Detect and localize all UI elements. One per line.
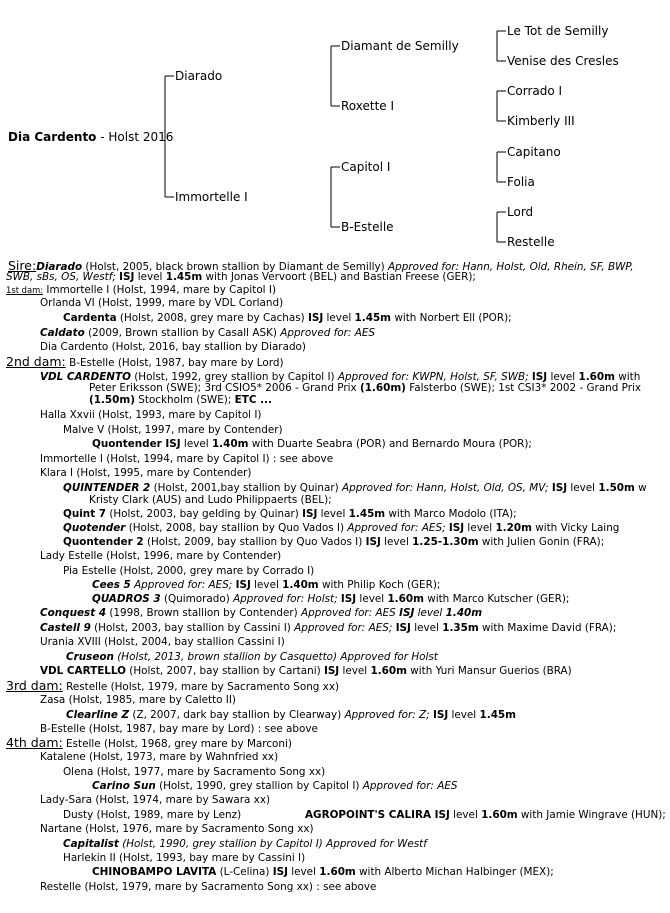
- pedigree-line: [40, 751, 278, 763]
- text-segment: Quint 7: [63, 508, 107, 520]
- tree-dam-sire: Capitol I: [341, 160, 391, 174]
- text-segment: ISJ: [235, 579, 251, 591]
- pedigree-line: [92, 438, 532, 450]
- text-segment: Cruseon: [66, 651, 114, 663]
- pedigree-line: [305, 809, 666, 821]
- pedigree-line: [63, 852, 305, 864]
- pedigree-line: [63, 508, 517, 520]
- text-segment: with Duarte Seabra (POR) and Bernardo Moura (POR);: [248, 438, 532, 450]
- pedigree-line: [40, 636, 285, 648]
- text-segment: Conquest 4: [40, 607, 107, 619]
- text-segment: ISJ: [399, 607, 415, 619]
- pedigree-line: [40, 607, 482, 619]
- text-segment: Quontender 2: [63, 536, 144, 548]
- text-segment: ISJ: [340, 593, 357, 605]
- text-segment: 1.35m: [442, 622, 479, 634]
- tree-gen3-4: Kimberly III: [507, 114, 575, 128]
- text-segment: Clearline Z: [66, 709, 130, 721]
- pedigree-line: [63, 766, 325, 778]
- text-segment: Approved for: AES: [280, 327, 375, 339]
- text-segment: level: [380, 536, 413, 548]
- tree-sire-sire: Diamant de Semilly: [341, 39, 459, 53]
- tree-gen3-6: Folia: [507, 175, 535, 189]
- tree-sire-dam: Roxette I: [341, 99, 395, 113]
- pedigree-line: [40, 409, 262, 421]
- text-segment: Pia Estelle (Holst, 2000, grey mare by Corrado I): [63, 565, 315, 577]
- text-segment: Katalene (Holst, 1973, mare by Wahnfried xx): [40, 751, 279, 763]
- text-segment: Kristy Clark (AUS) and Ludo Philippaerts (BEL);: [89, 494, 332, 506]
- text-segment: AGROPOINT'S CALIRA ISJ: [305, 809, 450, 821]
- text-segment: ISJ: [365, 536, 381, 548]
- dam-line-label: 4th dam:: [6, 735, 63, 750]
- text-segment: ISJ: [308, 312, 324, 324]
- dam-line-label: 2nd dam:: [6, 354, 66, 369]
- text-segment: Lady Estelle (Holst, 1996, mare by Contender): [40, 550, 282, 562]
- pedigree-line: [40, 794, 270, 806]
- text-segment: Restelle (Holst, 1979, mare by Sacramento Song xx): [62, 681, 340, 693]
- pedigree-line: [40, 665, 572, 677]
- text-segment: level: [134, 271, 166, 283]
- text-segment: ISJ: [272, 866, 288, 878]
- text-segment: level: [464, 522, 496, 534]
- text-segment: (1.50m): [89, 394, 135, 406]
- text-segment: Malve V (Holst, 1997, mare by Contender): [63, 424, 283, 436]
- text-segment: Quontender ISJ: [92, 438, 181, 450]
- pedigree-line: [40, 341, 306, 353]
- text-segment: (Holst, 2008, bay stallion by Quo Vados I): [125, 522, 348, 534]
- text-segment: (2009, Brown stallion by Casall ASK): [84, 327, 281, 339]
- text-segment: level: [323, 312, 355, 324]
- text-segment: with Julien Gonin (FRA);: [478, 536, 605, 548]
- text-segment: 1.60m: [319, 866, 356, 878]
- pedigree-heading-line: [6, 680, 339, 693]
- text-segment: with: [614, 371, 641, 383]
- text-segment: with Jamie Wingrave (HUN);: [517, 809, 666, 821]
- text-segment: QUADROS 3: [92, 593, 161, 605]
- text-segment: (1998, Brown stallion by Contender): [106, 607, 302, 619]
- text-segment: 1.25-1.30m: [412, 536, 479, 548]
- text-segment: 1.60m: [481, 809, 518, 821]
- text-segment: Approved for: AES: [301, 607, 396, 619]
- text-segment: level: [547, 371, 579, 383]
- text-segment: VDL CARTELLO: [40, 665, 126, 677]
- text-segment: Capitalist: [63, 838, 119, 850]
- text-segment: Castell 9: [40, 622, 91, 634]
- pedigree-line: [63, 809, 241, 821]
- pedigree-heading-line: [6, 356, 284, 369]
- text-segment: Approved for: AES;: [134, 579, 233, 591]
- text-segment: 1.45m: [348, 508, 386, 520]
- text-segment: Dia Cardento (Holst, 2016, bay stallion by Diarado): [40, 341, 306, 353]
- text-segment: (1.60m): [359, 382, 406, 394]
- pedigree-heading-line: [6, 737, 292, 750]
- pedigree-line: [40, 823, 314, 835]
- pedigree-line: [89, 382, 641, 394]
- text-segment: Approved for: KWPN, Holst, SF, SWB;: [337, 371, 529, 383]
- text-segment: Caldato: [40, 327, 85, 339]
- text-segment: (Holst, 1992, grey stallion by Capitol I): [130, 371, 338, 383]
- pedigree-line: [40, 453, 333, 465]
- text-segment: Diarado: [36, 261, 83, 273]
- text-segment: 1.60m: [578, 371, 615, 383]
- pedigree-heading-line: [6, 284, 276, 296]
- text-segment: Peter Eriksson (SWE); 3rd CSIO5* 2006 - Grand Prix: [89, 382, 360, 394]
- pedigree-line: [89, 494, 332, 506]
- text-segment: level: [414, 607, 446, 619]
- dam-line-label: 3rd dam:: [6, 678, 63, 693]
- text-segment: Immortelle I (Holst, 1994, mare by Capitol I): [43, 284, 276, 296]
- text-segment: with Marco Modolo (ITA);: [385, 508, 517, 520]
- text-segment: level: [250, 579, 283, 591]
- text-segment: Restelle (Holst, 1979, mare by Sacramento Song xx) : see above: [40, 881, 377, 893]
- text-segment: with Vicky Laing: [531, 522, 620, 534]
- text-segment: ISJ: [531, 371, 548, 383]
- tree-gen3-1: Le Tot de Semilly: [507, 24, 609, 38]
- text-segment: with Marco Kutscher (GER);: [423, 593, 570, 605]
- text-segment: 1.50m: [598, 482, 635, 494]
- text-segment: 1.40m: [211, 438, 249, 450]
- text-segment: 1.60m: [387, 593, 424, 605]
- text-segment: Approved for: Hann, Holst, Old, Rhein, SF, BWP,: [388, 261, 634, 273]
- text-segment: (Holst, 1990, grey stallion by Capitol I): [155, 780, 363, 792]
- text-segment: ISJ: [432, 709, 449, 721]
- text-segment: with Norbert Ell (POR);: [391, 312, 512, 324]
- text-segment: (Holst, 2003, bay gelding by Quinar): [106, 508, 303, 520]
- tree-dam-dam: B-Estelle: [341, 220, 394, 234]
- text-segment: (Z, 2007, dark bay stallion by Clearway): [129, 709, 345, 721]
- text-segment: Falsterbo (SWE); 1st CSI3* 2002 - Grand Prix: [405, 382, 642, 394]
- text-segment: Estelle (Holst, 1968, grey mare by Marconi): [62, 738, 292, 750]
- pedigree-line: [66, 709, 516, 721]
- text-segment: level: [180, 438, 212, 450]
- dam-line-label: 1st dam:: [6, 285, 44, 295]
- text-segment: ISJ: [448, 522, 465, 534]
- text-segment: Dusty (Holst, 1989, mare by Lenz): [63, 809, 242, 821]
- text-segment: level: [448, 709, 480, 721]
- pedigree-line: [66, 651, 438, 663]
- text-segment: ISJ: [323, 665, 340, 677]
- pedigree-line: [63, 536, 604, 548]
- pedigree-line: [63, 424, 283, 436]
- text-segment: Cardenta: [63, 312, 117, 324]
- pedigree-line: [63, 312, 512, 324]
- text-segment: B-Estelle (Holst, 1987, bay mare by Lord) : see above: [40, 723, 318, 735]
- tree-subject: [8, 130, 173, 144]
- text-segment: with Jonas Vervoort (BEL) and Bastian Freese (GER);: [202, 271, 476, 283]
- text-segment: ISJ: [551, 482, 568, 494]
- text-segment: (Quimorado): [160, 593, 234, 605]
- text-segment: QUINTENDER 2: [63, 482, 151, 494]
- tree-subject-name: Dia Cardento: [8, 130, 97, 144]
- text-segment: Immortelle I (Holst, 1994, mare by Capitol I) : see above: [40, 453, 334, 465]
- text-segment: 1.45m: [479, 709, 516, 721]
- text-segment: Nartane (Holst, 1976, mare by Sacramento Song xx): [40, 823, 314, 835]
- tree-gen3-5: Capitano: [507, 145, 561, 159]
- text-segment: 1.20m: [495, 522, 532, 534]
- pedigree-details: [0, 258, 670, 913]
- text-segment: level: [287, 866, 320, 878]
- text-segment: (Holst, 2009, bay stallion by Quo Vados I): [143, 536, 366, 548]
- text-segment: with Maxime David (FRA);: [478, 622, 617, 634]
- text-segment: Approved for: Holst;: [233, 593, 338, 605]
- text-segment: (Holst, 2007, bay stallion by Cartani): [126, 665, 324, 677]
- text-segment: level: [449, 809, 482, 821]
- text-segment: Approved for: AES;: [347, 522, 446, 534]
- dam-line-label: Sire:: [8, 258, 37, 273]
- text-segment: Approved for: Hann, Holst, Old, OS, MV;: [342, 482, 549, 494]
- text-segment: Quotender: [63, 522, 126, 534]
- text-segment: Olena (Holst, 1977, mare by Sacramento Song xx): [63, 766, 326, 778]
- text-segment: Orlanda VI (Holst, 1999, mare by VDL Corland): [40, 297, 284, 309]
- text-segment: (L-Celina): [216, 866, 273, 878]
- text-segment: Lady-Sara (Holst, 1974, mare by Sawara xx): [40, 794, 271, 806]
- text-segment: 1.40m: [445, 607, 483, 619]
- text-segment: ETC ...: [234, 394, 272, 406]
- pedigree-line: [40, 694, 236, 706]
- text-segment: (Holst, 2001,bay stallion by Quinar): [150, 482, 343, 494]
- text-segment: 1.45m: [354, 312, 392, 324]
- text-segment: w: [634, 482, 647, 494]
- text-segment: Halla Xxvii (Holst, 1993, mare by Capitol I): [40, 409, 262, 421]
- pedigree-line: [92, 593, 569, 605]
- text-segment: with Philip Koch (GER);: [318, 579, 441, 591]
- text-segment: level: [410, 622, 443, 634]
- pedigree-line: [63, 482, 647, 494]
- pedigree-line: [89, 394, 272, 406]
- text-segment: CHINOBAMPO LAVITA: [92, 866, 217, 878]
- text-segment: level: [317, 508, 349, 520]
- pedigree-line: [63, 565, 314, 577]
- tree-gen3-2: Venise des Cresles: [507, 54, 619, 68]
- tree-gen3-3: Corrado I: [507, 84, 563, 98]
- text-segment: level: [339, 665, 371, 677]
- text-segment: Cees 5: [92, 579, 131, 591]
- text-segment: Stockholm (SWE);: [134, 394, 235, 406]
- text-segment: Carino Sun: [92, 780, 156, 792]
- pedigree-line: [40, 297, 283, 309]
- text-segment: Approved for: AES: [362, 780, 458, 792]
- text-segment: (Holst, 1990, grey stallion by Capitol I) Approved for Westf: [118, 838, 427, 850]
- pedigree-line: [63, 838, 427, 850]
- tree-subject-suffix: - Holst 2016: [96, 130, 174, 144]
- text-segment: SWB, sBs, OS, Westf;: [6, 271, 116, 283]
- tree-gen3-7: Lord: [507, 205, 534, 219]
- pedigree-line: [40, 327, 375, 339]
- text-segment: (Holst, 2013, brown stallion by Casquetto) Approved for Holst: [113, 651, 438, 663]
- pedigree-line: [40, 622, 616, 634]
- pedigree-line: [63, 522, 619, 534]
- text-segment: Urania XVIII (Holst, 2004, bay stallion Cassini I): [40, 636, 285, 648]
- text-segment: Zasa (Holst, 1985, mare by Caletto II): [40, 694, 236, 706]
- pedigree-line: [40, 723, 318, 735]
- text-segment: 1.45m: [165, 271, 203, 283]
- text-segment: Approved for: Z;: [344, 709, 430, 721]
- pedigree-line: [92, 866, 554, 878]
- tree-sire: Diarado: [175, 69, 223, 83]
- text-segment: ISJ: [395, 622, 411, 634]
- pedigree-line: [92, 579, 440, 591]
- pedigree-line: [6, 271, 476, 283]
- pedigree-line: [40, 881, 376, 893]
- text-segment: with Alberto Michan Halbinger (MEX);: [355, 866, 554, 878]
- text-segment: level: [356, 593, 388, 605]
- pedigree-line: [40, 467, 251, 479]
- text-segment: with Yuri Mansur Guerios (BRA): [406, 665, 572, 677]
- text-segment: 1.60m: [370, 665, 407, 677]
- pedigree-line: [40, 550, 281, 562]
- text-segment: (Holst, 2008, grey mare by Cachas): [116, 312, 308, 324]
- text-segment: 1.40m: [282, 579, 319, 591]
- text-segment: B-Estelle (Holst, 1987, bay mare by Lord): [65, 357, 284, 369]
- text-segment: Harlekin II (Holst, 1993, bay mare by Cassini I): [63, 852, 306, 864]
- text-segment: (Holst, 2003, bay stallion by Cassini I): [90, 622, 295, 634]
- tree-dam: Immortelle I: [175, 190, 248, 204]
- text-segment: Approved for: AES;: [294, 622, 393, 634]
- text-segment: ISJ: [119, 271, 135, 283]
- text-segment: (Holst, 2005, black brown stallion by Diamant de Semilly): [82, 261, 389, 273]
- text-segment: ISJ: [302, 508, 318, 520]
- pedigree-line: [92, 780, 458, 792]
- text-segment: level: [567, 482, 599, 494]
- pedigree-tree: [0, 0, 670, 258]
- tree-gen3-8: Restelle: [507, 235, 555, 249]
- text-segment: Klara I (Holst, 1995, mare by Contender): [40, 467, 252, 479]
- text-segment: VDL CARDENTO: [40, 371, 131, 383]
- tree-connectors: [165, 31, 506, 242]
